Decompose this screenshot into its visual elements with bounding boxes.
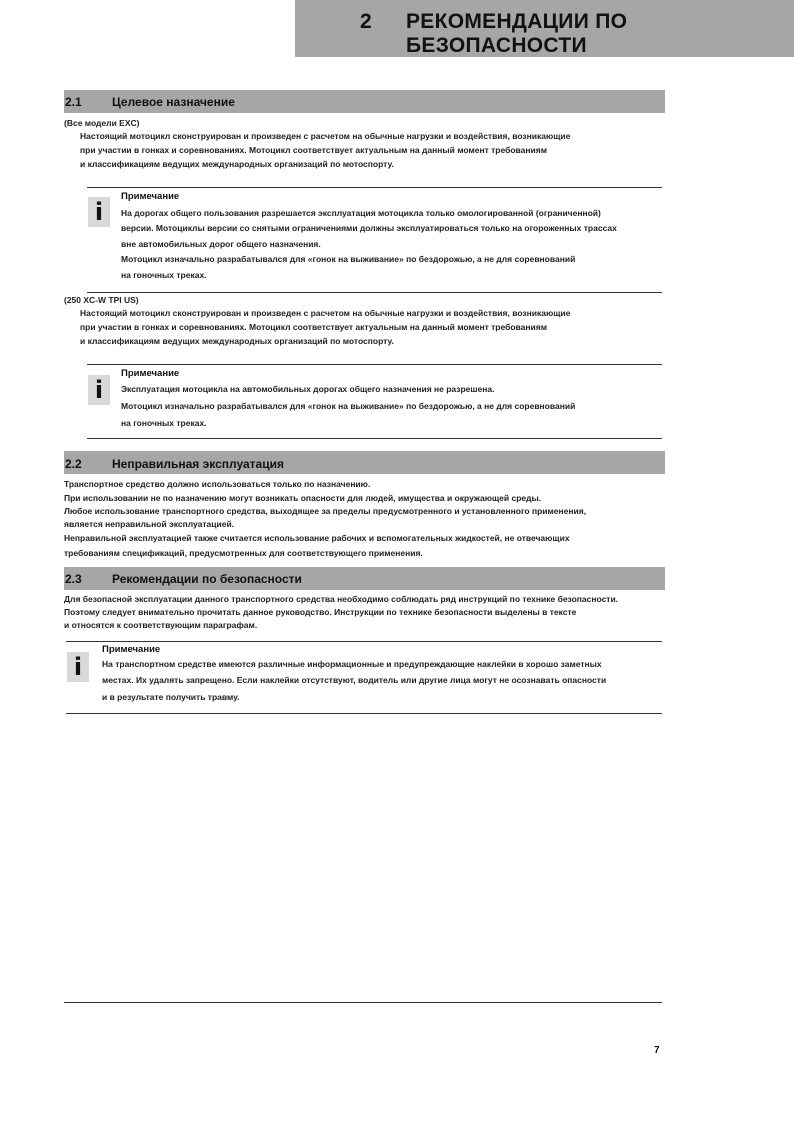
note-bottom-rule [87,438,662,439]
model-label: (Все модели EXC) [64,118,140,128]
info-icon: i [67,652,89,682]
note-title: Примечание [121,368,180,379]
note-line: версии. Мотоциклы версии со снятыми ограничениями должны эксплуатироваться только на огороженных трассах [121,223,617,233]
note-line: вне автомобильных дорог общего назначения. [121,239,321,249]
info-icon: i [88,375,110,405]
footer-rule [64,1002,662,1003]
paragraph-line: Поэтому следует внимательно прочитать данное руководство. Инструкции по технике безопасности выделены в тексте [64,607,577,617]
info-icon: i [88,197,110,227]
note-top-rule [87,364,662,365]
paragraph-line: Любое использование транспортного средства, выходящее за пределы предусмотренного и установленного применения, [64,506,587,516]
section-number: 2.2 [65,457,82,471]
page-number: 7 [654,1045,660,1056]
chapter-title: РЕКОМЕНДАЦИИ ПО БЕЗОПАСНОСТИ [406,10,628,57]
section-number: 2.3 [65,572,82,586]
note-line: Мотоцикл изначально разрабатывался для «гонок на выживание» по бездорожью, а не для соревнований [121,401,576,411]
section-title: Целевое назначение [112,95,235,109]
note-line: Эксплуатация мотоцикла на автомобильных дорогах общего назначения не разрешена. [121,384,495,394]
model-label: (250 XC-W TPI US) [64,295,139,305]
section-number: 2.1 [65,95,82,109]
note-line: на гоночных треках. [121,418,207,428]
note-line: На транспортном средстве имеются различные информационные и предупреждающие наклейки в хорошо заметных [102,659,602,669]
note-bottom-rule [66,713,662,714]
chapter-number: 2 [360,10,373,33]
note-top-rule [66,641,662,642]
note-line: и в результате получить травму. [102,692,240,702]
paragraph-line: и классификациям ведущих международных организаций по мотоспорту. [80,336,394,346]
paragraph-line: Настоящий мотоцикл сконструирован и произведен с расчетом на обычные нагрузки и воздействия, возникающие [80,308,571,318]
note-line: На дорогах общего пользования разрешается эксплуатация мотоцикла только омологированной (ограниченной) [121,208,601,218]
paragraph-line: при участии в гонках и соревнованиях. Мотоцикл соответствует актуальным на данный момент требованиям [80,322,547,332]
note-bottom-rule [87,292,662,293]
paragraph-line: Транспортное средство должно использоваться только по назначению. [64,479,371,489]
paragraph-line: и относятся к соответствующим параграфам. [64,620,258,630]
paragraph-line: и классификациям ведущих международных организаций по мотоспорту. [80,159,394,169]
paragraph-line: требованиям спецификаций, предусмотренных для соответствующего применения. [64,548,423,558]
paragraph-line: при участии в гонках и соревнованиях. Мотоцикл соответствует актуальным на данный момент требованиям [80,145,547,155]
note-top-rule [87,187,662,188]
paragraph-line: При использовании не по назначению могут возникать опасности для людей, имущества и окружающей среды. [64,493,542,503]
note-line: на гоночных треках. [121,270,207,280]
note-line: местах. Их удалять запрещено. Если наклейки отсутствуют, водитель или другие лица могут не осознавать опасности [102,675,607,685]
note-title: Примечание [121,191,180,202]
paragraph-line: Неправильной эксплуатацией также считается использование рабочих и вспомогательных жидкостей, не отвечающих [64,533,570,543]
paragraph-line: является неправильной эксплуатацией. [64,519,235,529]
section-title: Рекомендации по безопасности [112,572,302,586]
note-title: Примечание [102,644,161,655]
paragraph-line: Для безопасной эксплуатации данного транспортного средства необходимо соблюдать ряд инструкций по технике безопасности. [64,594,619,604]
note-line: Мотоцикл изначально разрабатывался для «гонок на выживание» по бездорожью, а не для соревнований [121,254,576,264]
section-title: Неправильная эксплуатация [112,457,284,471]
paragraph-line: Настоящий мотоцикл сконструирован и произведен с расчетом на обычные нагрузки и воздействия, возникающие [80,131,571,141]
